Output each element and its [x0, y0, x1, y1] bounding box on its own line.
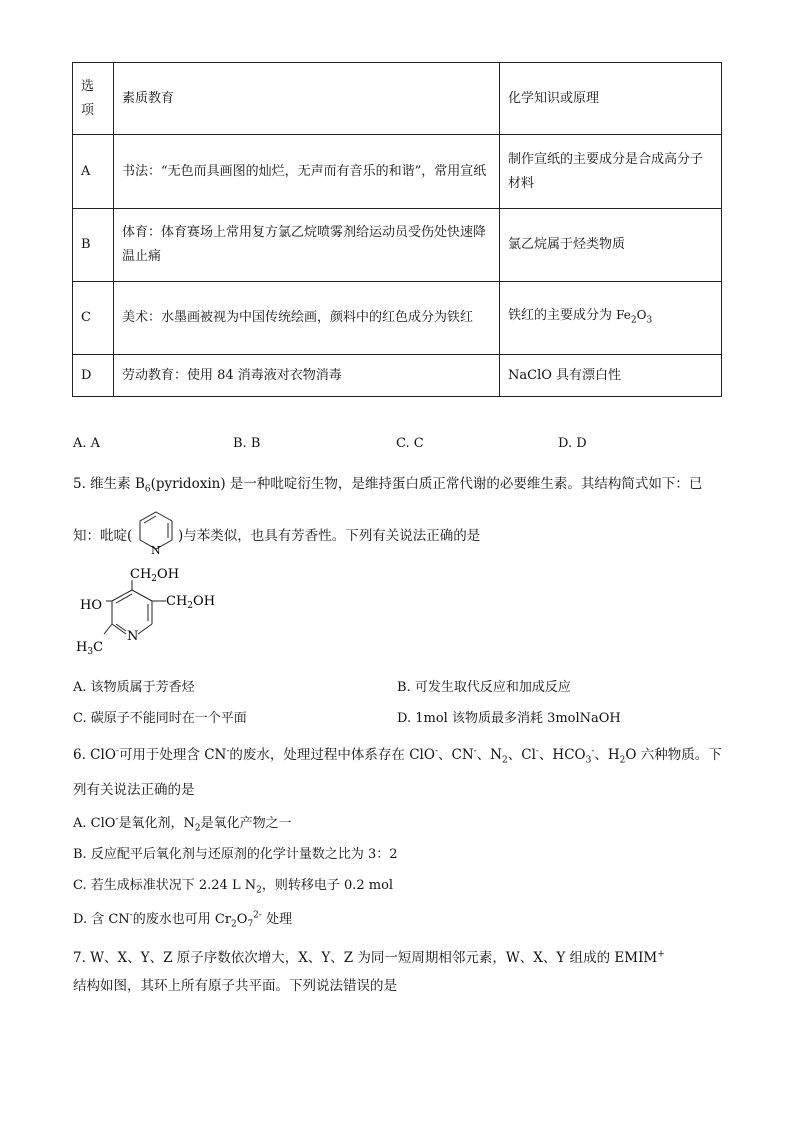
q5-option-a: A. 该物质属于芳香烃 [73, 680, 195, 695]
table-header-row [73, 63, 722, 135]
q7-stem-line2: 结构如图，其环上所有原子共平面。下列说法错误的是 [73, 978, 397, 994]
ch2oh-right-label: $CH_2OH$ [166, 594, 216, 611]
header-chemistry: 化学知识或原理 [500, 63, 722, 135]
header-education: 素质教育 [114, 63, 500, 135]
row-option: A [73, 135, 114, 209]
q4-answer-b: B. B [233, 436, 261, 451]
table-row [73, 209, 722, 282]
row-chemistry [500, 282, 722, 355]
row-education: 体育：体育赛场上常用复方氯乙烷喷雾剂给运动员受伤处快速降温止痛 [114, 209, 500, 282]
q6-option-a: A. ClO-是氧化剂，$N_2$是氧化产物之一 [73, 814, 292, 834]
header-option: 选 项 [73, 63, 114, 135]
table-row [73, 355, 722, 397]
q4-answer-c: C. C [396, 436, 424, 451]
row-option: D [73, 355, 114, 397]
table-row [73, 135, 722, 209]
chem-prefix: 铁红的主要成分为 [508, 308, 617, 324]
q5-stem-line2-post: )与苯类似，也具有芳香性。下列有关说法正确的是 [178, 528, 481, 544]
q5-option-c: C. 碳原子不能同时在一个平面 [73, 711, 247, 726]
q5-stem-line2-pre: 知：吡啶( [73, 528, 133, 544]
row-chemistry: 制作宣纸的主要成分是合成高分子材料 [500, 135, 722, 209]
q6-stem-line2: 列有关说法正确的是 [73, 782, 195, 798]
row-option: B [73, 209, 114, 282]
row-chemistry: NaClO 具有漂白性 [500, 355, 722, 397]
row-option: C [73, 282, 114, 355]
ch2oh-top-label: $CH_2OH$ [130, 568, 180, 584]
pyridoxine-structure [74, 568, 224, 658]
q5-option-d: D. 1mol 该物质最多消耗 3molNaOH [397, 711, 621, 726]
row-education: 劳动教育：使用 84 消毒液对衣物消毒 [114, 355, 500, 397]
ho-label: HO [80, 598, 102, 613]
q5-stem-line1: 5. 维生素 $B_6(pyridoxin)$ 是一种吡啶衍生物，是维持蛋白质正常代谢的必要维生素。其结构简式如下：已 [73, 476, 703, 495]
q6-option-d: D. 含 CN-的废水也可用 $Cr_2O_7^{2-}$ 处理 [73, 910, 293, 930]
h3c-label: $H_3C$ [76, 640, 104, 657]
pyridine-structure [134, 509, 178, 557]
q4-answer-d: D. D [558, 436, 587, 451]
pyridine-n-label: N [151, 544, 161, 557]
q6-option-b: B. 反应配平后氧化剂与还原剂的化学计量数之比为 3：2 [73, 847, 398, 862]
row-education: 书法：“无色而具画图的灿烂，无声而有音乐的和谐”，常用宣纸 [114, 135, 500, 209]
q7-stem-line1: 7. W、X、Y、Z 原子序数依次增大，X、Y、Z 为同一短周期相邻元素，W、X、Y 组成的 EMIM+ [73, 949, 665, 966]
row-education: 美术：水墨画被视为中国传统绘画，颜料中的红色成分为铁红 [114, 282, 500, 355]
n-label: N [127, 629, 139, 644]
q5-option-b: B. 可发生取代反应和加成反应 [397, 680, 571, 695]
table-row [73, 282, 722, 355]
comparison-table [72, 62, 722, 397]
q4-answer-a: A. A [73, 436, 101, 451]
q6-option-c: C. 若生成标准状况下 2.24 L $N_2$，则转移电子 0.2 mol [73, 878, 394, 896]
row-chemistry: 氯乙烷属于烃类物质 [500, 209, 722, 282]
q6-stem-line1: 6. ClO-可用于处理含 CN-的废水，处理过程中体系存在 ClO-、CN-、$N_2$、Cl-、$HCO_3^-$、$H_2O$ 六种物质。下 [73, 746, 722, 766]
fe2o3-formula: $Fe_2O_3$ [616, 308, 653, 326]
